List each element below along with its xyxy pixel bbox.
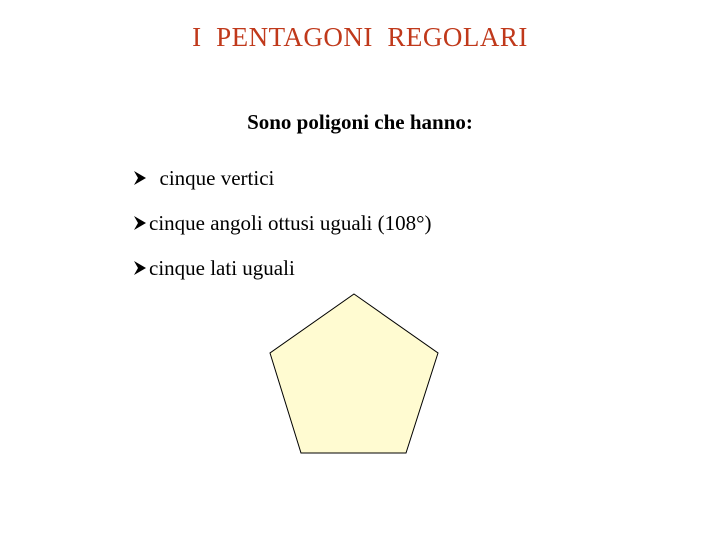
regular-pentagon-shape xyxy=(270,294,438,453)
slide-subtitle: Sono poligoni che hanno: xyxy=(247,110,473,134)
bullet-text: cinque vertici xyxy=(149,165,275,190)
slide-title: I PENTAGONI REGOLARI xyxy=(192,22,528,52)
bullet-text: cinque lati uguali xyxy=(149,255,295,280)
bullet-text: cinque angoli ottusi uguali (108°) xyxy=(149,210,432,235)
